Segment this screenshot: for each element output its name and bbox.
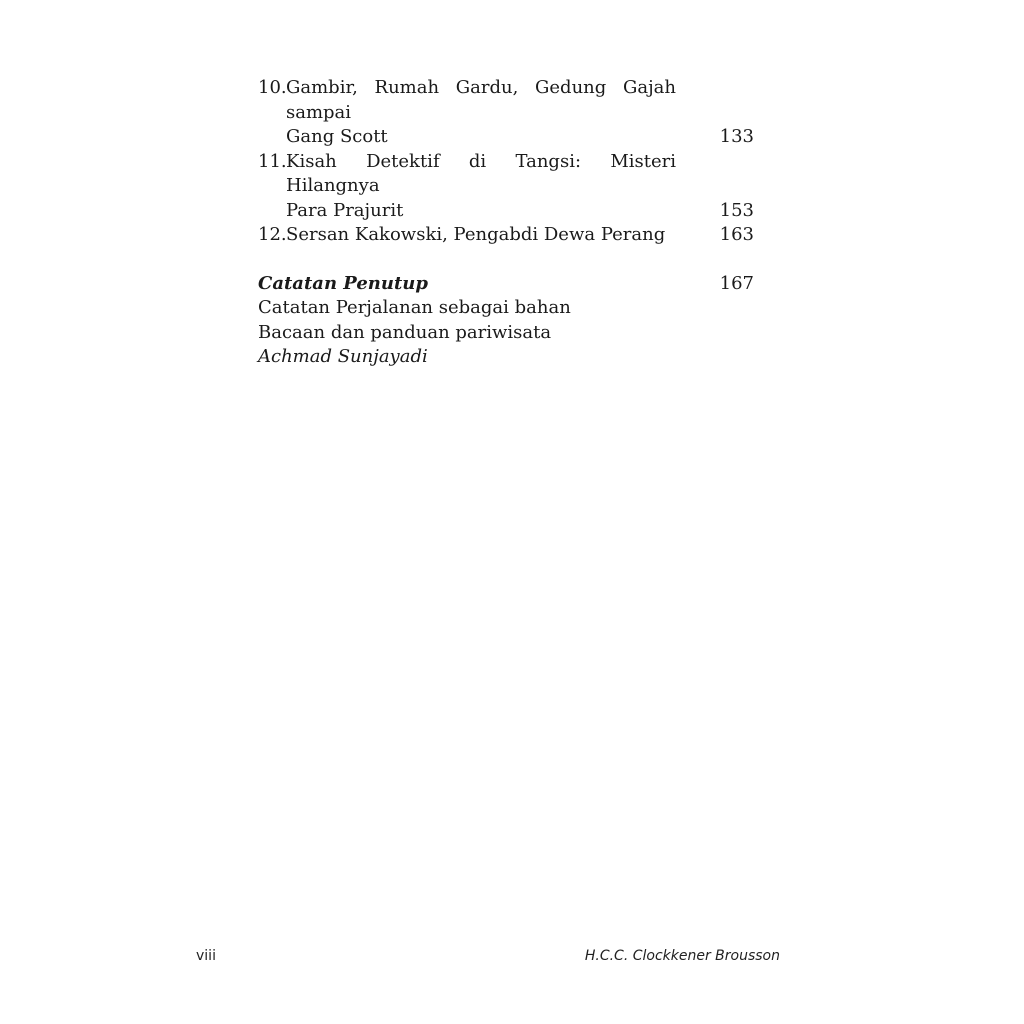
toc-entry-10-continued xyxy=(258,125,756,150)
toc-entry-10 xyxy=(258,76,756,125)
table-of-contents xyxy=(258,76,756,370)
toc-entry-title-continued: Gang Scott xyxy=(286,126,388,147)
toc-entry-page: 153 xyxy=(719,199,754,221)
closing-description-line-1 xyxy=(258,296,756,321)
toc-entry-12 xyxy=(258,223,756,248)
toc-closing-page: 167 xyxy=(719,272,754,294)
toc-entry-title: Sersan Kakowski, Pengabdi Dewa Perang xyxy=(286,224,666,245)
toc-entry-number: 10. xyxy=(258,77,287,98)
footer-author: H.C.C. Clockkener Brousson xyxy=(584,948,780,964)
closing-description-text: Bacaan dan panduan pariwisata xyxy=(258,321,552,343)
closing-heading: Catatan Penutup xyxy=(258,272,428,294)
closing-author: Achmad Sunjayadi xyxy=(258,346,428,367)
toc-entry-11-continued xyxy=(258,199,756,224)
spacer xyxy=(258,248,756,272)
toc-entry-number: 12. xyxy=(258,224,287,245)
toc-closing-heading-row xyxy=(258,272,756,297)
toc-entry-title-continued: Para Prajurit xyxy=(286,199,404,221)
toc-entry-11 xyxy=(258,150,756,199)
toc-entry-title: Kisah Detektif di Tangsi: Misteri Hilangnya xyxy=(286,150,676,196)
closing-author-row xyxy=(258,345,756,370)
closing-description-line-2 xyxy=(258,321,756,346)
toc-entry-page: 133 xyxy=(719,126,754,147)
toc-entry-page: 163 xyxy=(719,224,754,245)
toc-entry-title: Gambir, Rumah Gardu, Gedung Gajah sampai xyxy=(286,77,676,123)
toc-entry-number: 11. xyxy=(258,150,287,172)
closing-description-text: Catatan Perjalanan sebagai bahan xyxy=(258,297,571,318)
footer-page-number: viii xyxy=(196,948,216,964)
